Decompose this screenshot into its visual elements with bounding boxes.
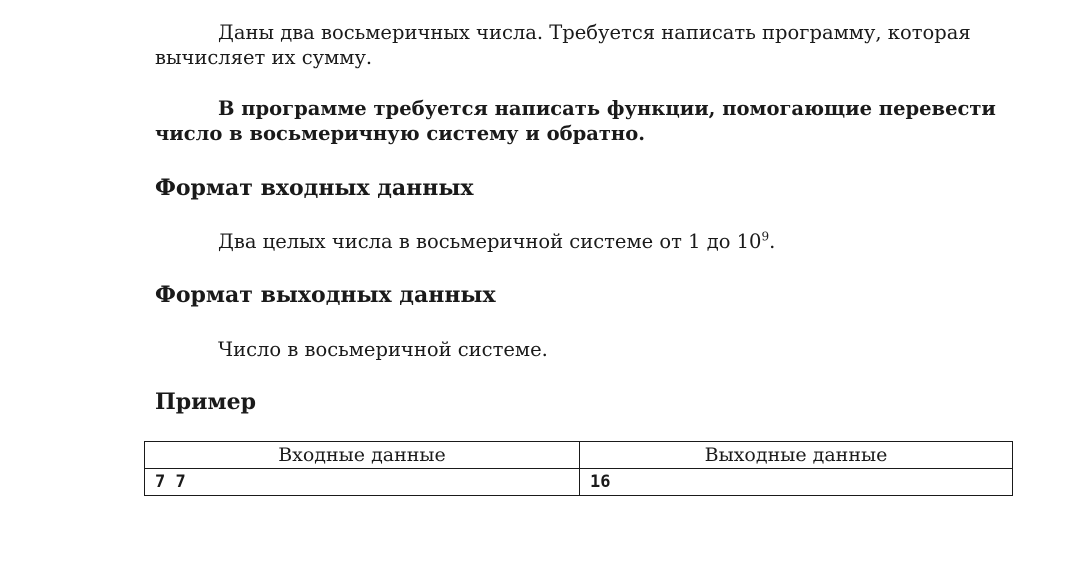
output-format-heading: Формат выходных данных bbox=[155, 282, 496, 308]
example-input-column-header: Входные данные bbox=[145, 442, 580, 469]
example-heading: Пример bbox=[155, 389, 256, 415]
example-output-cell: 16 bbox=[580, 469, 1013, 496]
example-table-header-row bbox=[145, 442, 1013, 469]
intro-paragraph: Даны два восьмеричных числа. Требуется написать программу, которая вычисляет их сумму. bbox=[155, 21, 971, 69]
example-input-cell: 7 7 bbox=[145, 469, 580, 496]
output-format-text: Число в восьмеричной системе. bbox=[218, 338, 548, 361]
input-format-exponent: 9 bbox=[761, 229, 770, 244]
requirement-paragraph: В программе требуется написать функции, помогающие перевести число в восьмеричную систему и обратно. bbox=[155, 97, 996, 145]
table-row bbox=[145, 469, 1013, 496]
input-format-body: Два целых числа в восьмеричной системе от 1 до 10 bbox=[218, 230, 762, 253]
input-format-text bbox=[218, 229, 775, 254]
input-format-suffix: . bbox=[769, 230, 776, 253]
example-table bbox=[144, 441, 1013, 496]
example-output-column-header: Выходные данные bbox=[580, 442, 1013, 469]
input-format-heading: Формат входных данных bbox=[155, 175, 474, 201]
